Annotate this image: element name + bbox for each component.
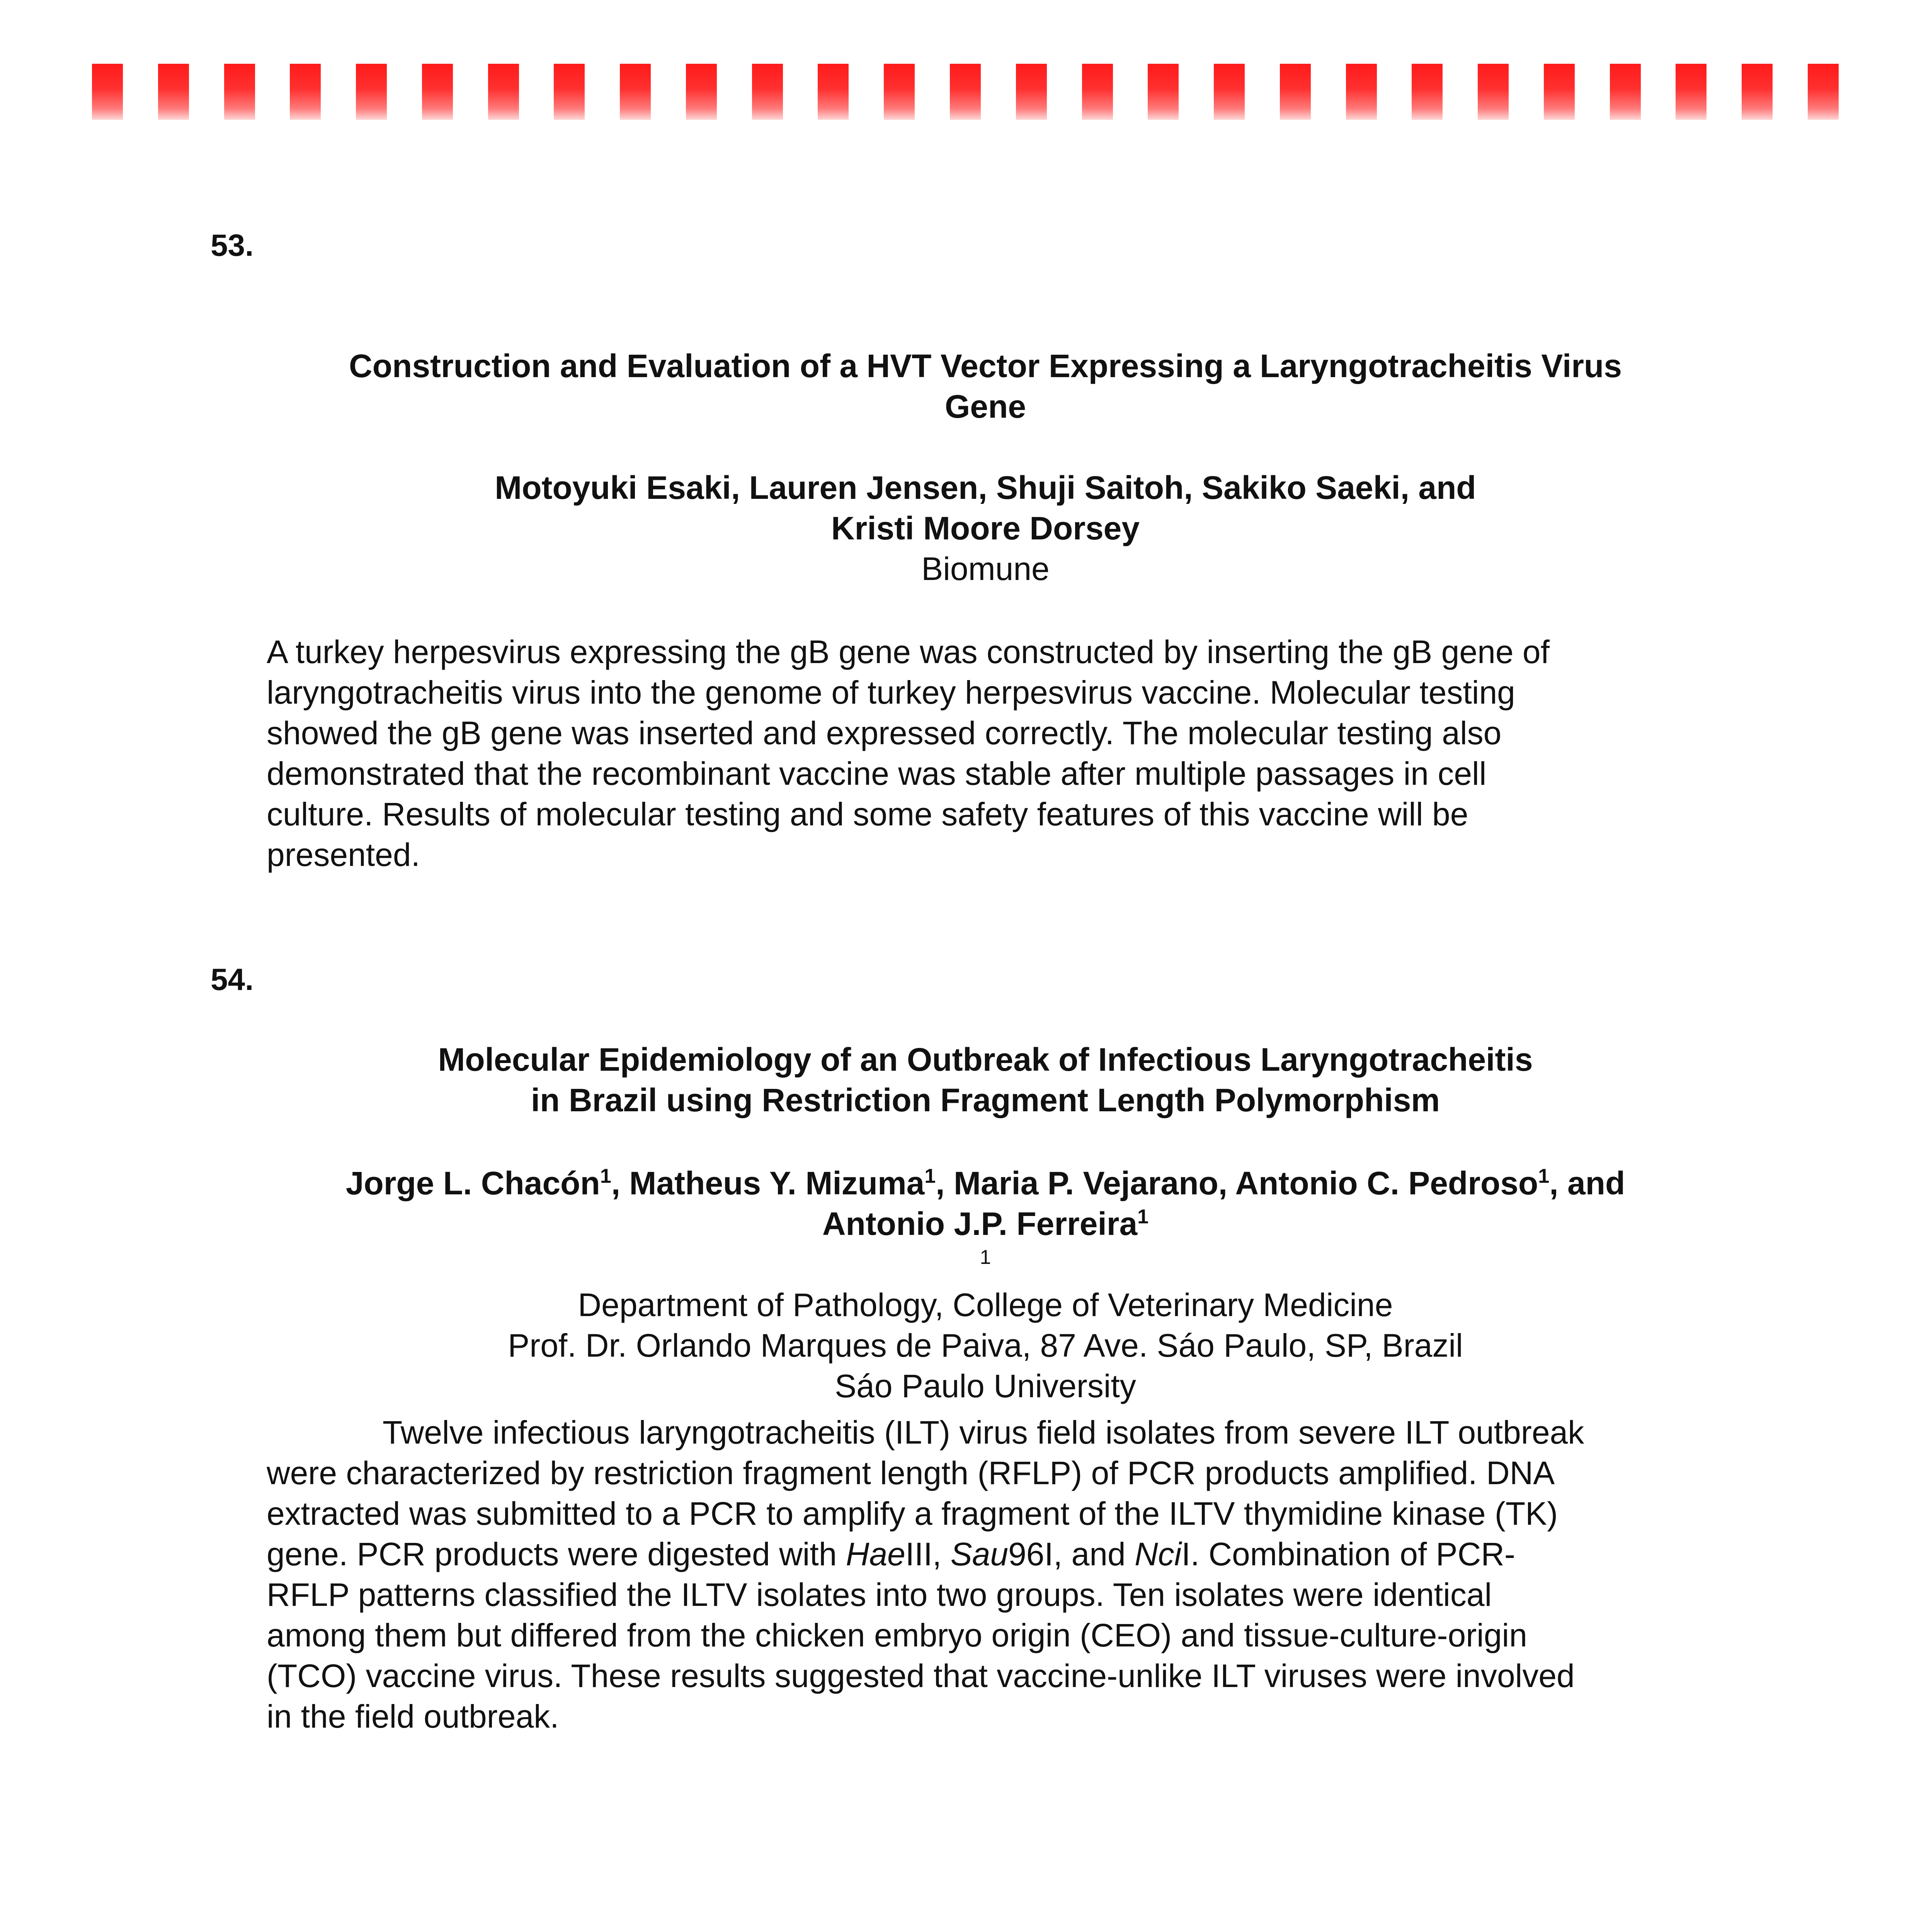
body-line xyxy=(267,1534,1731,1575)
banner-dash xyxy=(554,64,585,120)
banner-dash xyxy=(620,64,651,120)
body-line: extracted was submitted to a PCR to amplify a fragment of the ILTV thymidine kinase (TK) xyxy=(267,1495,1558,1532)
banner-dash xyxy=(1280,64,1311,120)
banner-dash xyxy=(752,64,783,120)
enzyme-name: Hae xyxy=(846,1536,905,1572)
banner-dash xyxy=(884,64,915,120)
affiliation-line xyxy=(232,1244,1739,1325)
title-line: Gene xyxy=(944,388,1026,425)
body-line: (TCO) vaccine virus. These results suggested that vaccine-unlike ILT viruses were involved xyxy=(267,1658,1575,1694)
banner-dash xyxy=(686,64,717,120)
author-name: Antonio J.P. Ferreira xyxy=(822,1206,1138,1242)
banner-dash xyxy=(1478,64,1509,120)
banner-dash xyxy=(1082,64,1113,120)
body-line: Twelve infectious laryngotracheitis (ILT) virus field isolates from severe ILT outbreak xyxy=(383,1414,1584,1451)
banner-dash xyxy=(290,64,321,120)
banner-dash xyxy=(818,64,849,120)
affiliation-line: Prof. Dr. Orlando Marques de Paiva, 87 Ave. Sáo Paulo, SP, Brazil xyxy=(508,1327,1463,1364)
enzyme-name: Nci xyxy=(1135,1536,1182,1572)
body-line: in the field outbreak. xyxy=(267,1698,559,1735)
affiliation-marker: 1 xyxy=(980,1246,991,1269)
affiliation-marker: 1 xyxy=(924,1165,936,1187)
abstract-number: 53. xyxy=(211,228,254,262)
banner-dash xyxy=(488,64,519,120)
author-conjunction: , and xyxy=(1549,1165,1625,1201)
body-line: were characterized by restriction fragment length (RFLP) of PCR products amplified. DNA xyxy=(267,1455,1555,1491)
banner-dash xyxy=(422,64,453,120)
body-line: culture. Results of molecular testing and some safety features of this vaccine will be xyxy=(267,796,1468,832)
author-line: Kristi Moore Dorsey xyxy=(831,510,1140,546)
body-text: gene. PCR products were digested with xyxy=(267,1536,846,1572)
author-name: Jorge L. Chacón xyxy=(345,1165,600,1201)
abstract-body xyxy=(267,1412,1731,1737)
body-text: III, xyxy=(905,1536,951,1572)
banner-dash xyxy=(356,64,387,120)
abstract-title xyxy=(232,346,1739,427)
body-text: I. Combination of PCR- xyxy=(1181,1536,1516,1572)
banner-dash xyxy=(1808,64,1839,120)
affiliation-marker: 1 xyxy=(1538,1165,1550,1187)
body-line: laryngotracheitis virus into the genome of turkey herpesvirus vaccine. Molecular testing xyxy=(267,674,1515,711)
banner-dash xyxy=(1412,64,1443,120)
banner-dash xyxy=(950,64,981,120)
affiliation-marker: 1 xyxy=(1137,1206,1149,1228)
banner-dash xyxy=(224,64,255,120)
banner-dash xyxy=(158,64,189,120)
title-line: in Brazil using Restriction Fragment Length Polymorphism xyxy=(531,1082,1440,1118)
abstract-body xyxy=(267,632,1731,875)
title-line: Construction and Evaluation of a HVT Vector Expressing a Laryngotracheitis Virus xyxy=(349,348,1622,384)
banner-dash xyxy=(1742,64,1773,120)
banner-dash xyxy=(92,64,123,120)
banner-dash xyxy=(1148,64,1179,120)
affiliation-line: Biomune xyxy=(921,551,1050,587)
banner-dash xyxy=(1214,64,1245,120)
author-line: Motoyuki Esaki, Lauren Jensen, Shuji Saitoh, Sakiko Saeki, and xyxy=(495,469,1476,506)
banner-dash xyxy=(1610,64,1641,120)
body-line: showed the gB gene was inserted and expressed correctly. The molecular testing also xyxy=(267,715,1502,751)
author-line xyxy=(232,1163,1739,1204)
author-list xyxy=(232,468,1739,549)
abstract-number: 54. xyxy=(211,962,254,997)
affiliation xyxy=(232,1244,1739,1406)
body-line: among them but differed from the chicken embryo origin (CEO) and tissue-culture-origin xyxy=(267,1617,1527,1653)
affiliation-line: Sáo Paulo University xyxy=(835,1368,1136,1404)
abstract-title xyxy=(232,1039,1739,1121)
body-line: demonstrated that the recombinant vaccine was stable after multiple passages in cell xyxy=(267,755,1487,792)
banner-dash xyxy=(1346,64,1377,120)
body-text: 96I, and xyxy=(1008,1536,1135,1572)
author-name: , Matheus Y. Mizuma xyxy=(611,1165,925,1201)
body-line: A turkey herpesvirus expressing the gB gene was constructed by inserting the gB gene of xyxy=(267,634,1550,670)
department-text: Department of Pathology, College of Veterinary Medicine xyxy=(578,1287,1393,1323)
affiliation xyxy=(232,549,1739,589)
banner-dash xyxy=(1676,64,1707,120)
body-line: presented. xyxy=(267,837,420,873)
title-line: Molecular Epidemiology of an Outbreak of Infectious Laryngotracheitis xyxy=(438,1041,1533,1078)
body-line: RFLP patterns classified the ILTV isolates into two groups. Ten isolates were identical xyxy=(267,1577,1492,1613)
author-name: , Maria P. Vejarano, Antonio C. Pedroso xyxy=(936,1165,1538,1201)
author-list xyxy=(232,1163,1739,1244)
banner-dash xyxy=(1544,64,1575,120)
banner-dash xyxy=(1016,64,1047,120)
affiliation-marker: 1 xyxy=(600,1165,611,1187)
decorative-dash-banner xyxy=(92,64,1839,120)
enzyme-name: Sau xyxy=(950,1536,1009,1572)
author-line xyxy=(232,1204,1739,1244)
